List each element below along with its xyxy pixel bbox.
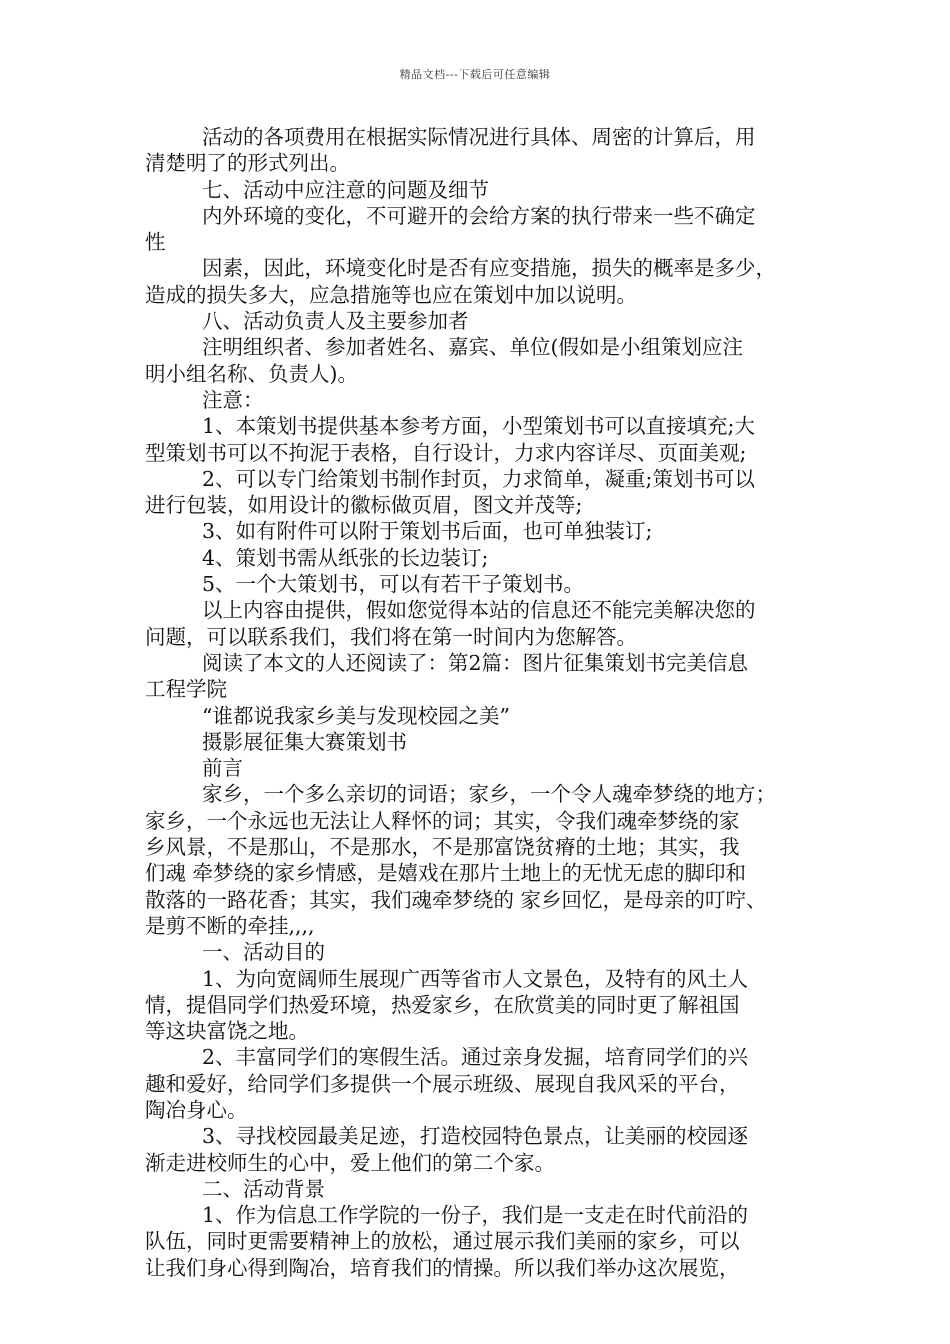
text-line: 摄影展征集大赛策划书 xyxy=(202,729,407,754)
text-line: 5、一个大策划书，可以有若干子策划书。 xyxy=(202,572,585,597)
text-line: 1、为向宽阔师生展现广西等省市人文景色，及特有的风土人 xyxy=(202,966,749,991)
text-line: 活动的各项费用在根据实际情况进行具体、周密的计算后，用 xyxy=(202,125,756,149)
text-line: 以上内容由提供，假如您觉得本站的信息还不能完美解决您的 xyxy=(202,598,756,623)
text-line: 性 xyxy=(145,230,166,255)
text-line: 让我们身心得到陶冶，培育我们的情操。所以我们举办这次展览， xyxy=(145,1255,740,1280)
text-line: 七、活动中应注意的问题及细节 xyxy=(202,177,489,202)
text-line: 进行包装，如用设计的徽标做页眉，图文并茂等; xyxy=(145,493,583,518)
text-line: 等这块富饶之地。 xyxy=(145,1019,309,1044)
text-line: 问题，可以联系我们，我们将在第一时间内为您解答。 xyxy=(145,624,637,649)
text-line: 家乡，一个永远也无法让人释怀的词；其实，令我们魂牵梦绕的家 xyxy=(145,808,740,833)
text-line: “谁都说我家乡美与发现校园之美” xyxy=(202,703,510,728)
text-line: 2、可以专门给策划书制作封页，力求简单，凝重;策划书可以 xyxy=(202,466,755,491)
text-line: 二、活动背景 xyxy=(202,1176,325,1201)
text-line: 八、活动负责人及主要参加者 xyxy=(202,309,469,334)
text-line: 型策划书可以不拘泥于表格，自行设计，力求内容详尽、页面美观; xyxy=(145,440,747,465)
text-line: 注明组织者、参加者姓名、嘉宾、单位(假如是小组策划应注 xyxy=(202,335,743,360)
text-line: 渐走进校师生的心中，爱上他们的第二个家。 xyxy=(145,1150,555,1175)
text-line: 造成的损失多大，应急措施等也应在策划中加以说明。 xyxy=(145,282,637,307)
text-line: 队伍，同时更需要精神上的放松，通过展示我们美丽的家乡，可以 xyxy=(145,1229,740,1254)
text-line: 情，提倡同学们热爱环境，热爱家乡，在欣赏美的同时更了解祖国 xyxy=(145,992,740,1017)
text-line: 因素，因此，环境变化时是否有应变措施，损失的概率是多少， xyxy=(202,256,776,281)
text-line: 前言 xyxy=(202,756,243,781)
text-line: 注意： xyxy=(202,387,264,412)
text-line: 内外环境的变化，不可避开的会给方案的执行带来一些不确定 xyxy=(202,203,756,228)
text-line: 1、本策划书提供基本参考方面，小型策划书可以直接填充;大 xyxy=(202,414,755,439)
text-line: 一、活动目的 xyxy=(202,940,325,965)
text-line: 趣和爱好，给同学们多提供一个展示班级、展现自我风采的平台， xyxy=(145,1071,740,1096)
text-line: 1、作为信息工作学院的一份子，我们是一支走在时代前沿的 xyxy=(202,1203,749,1228)
text-line: 们魂 牵梦绕的家乡情感，是嬉戏在那片土地上的无忧无虑的脚印和 xyxy=(145,861,747,886)
text-line: 清楚明了的形式列出。 xyxy=(145,151,350,176)
text-line: 阅读了本文的人还阅读了：第2篇：图片征集策划书完美信息 xyxy=(202,650,749,675)
text-line: 3、如有附件可以附于策划书后面，也可单独装订; xyxy=(202,519,653,544)
text-line: 明小组名称、负责人)。 xyxy=(145,361,358,386)
document-body xyxy=(145,124,810,1281)
text-line: 2、丰富同学们的寒假生活。通过亲身发掘，培育同学们的兴 xyxy=(202,1045,749,1070)
text-line: 3、寻找校园最美足迹，打造校园特色景点，让美丽的校园逐 xyxy=(202,1124,749,1149)
text-line: 4、策划书需从纸张的长边装订; xyxy=(202,545,489,570)
page-header: 精品文档---下载后可任意编辑 xyxy=(399,68,551,81)
text-line: 陶冶身心。 xyxy=(145,1097,248,1122)
text-line: 工程学院 xyxy=(145,677,227,702)
text-line: 是剪不断的牵挂,,,, xyxy=(145,913,315,938)
text-line: 家乡，一个多么亲切的词语；家乡，一个令人魂牵梦绕的地方； xyxy=(202,782,776,807)
text-line: 散落的一路花香；其实，我们魂牵梦绕的 家乡回忆，是母亲的叮咛、 xyxy=(145,887,767,912)
text-line: 乡风景，不是那山，不是那水，不是那富饶贫瘠的土地；其实，我 xyxy=(145,835,740,860)
